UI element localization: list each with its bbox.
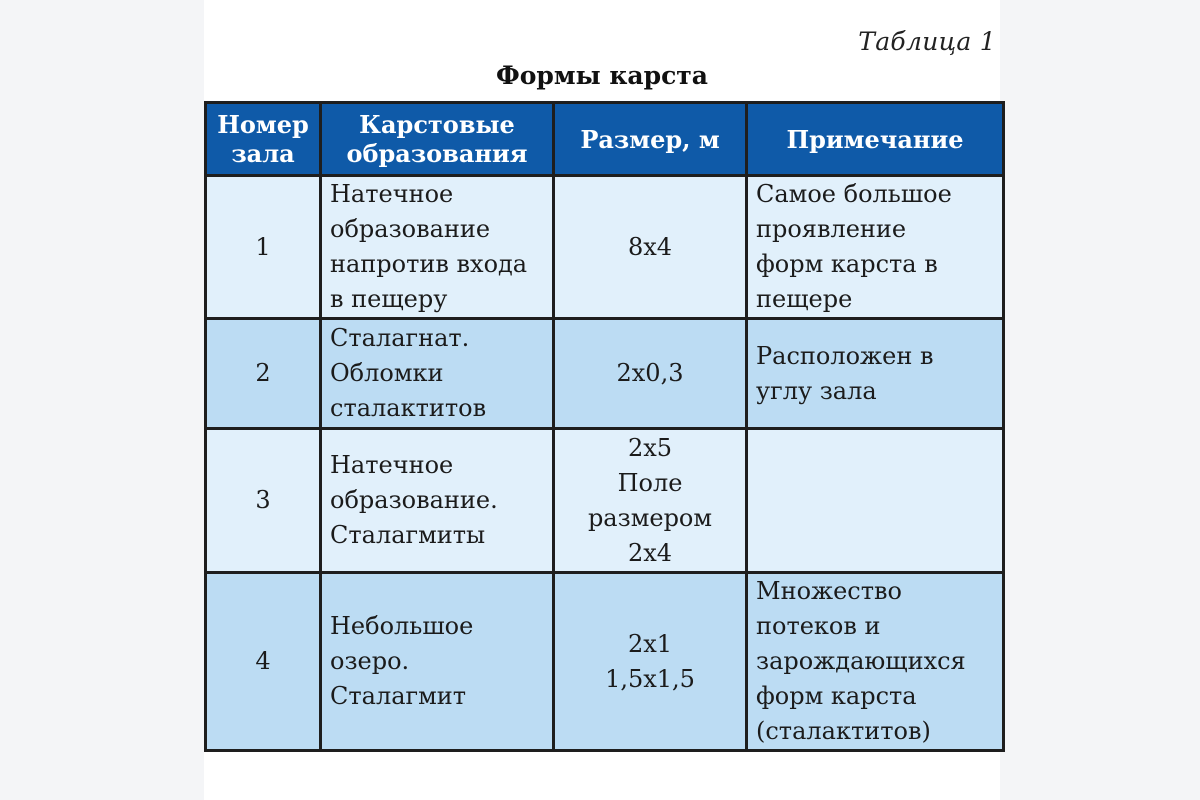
- table-row: [206, 573, 1004, 751]
- header-number-line: Номер: [217, 110, 309, 139]
- cell-line: сталактитов: [330, 394, 487, 422]
- cell-line: Сталагмиты: [330, 521, 486, 549]
- header-note: Примечание: [747, 103, 1004, 176]
- cell-line: образование.: [330, 486, 498, 514]
- cell-note: [747, 176, 1004, 319]
- karst-forms-table: [204, 101, 1005, 752]
- header-formations-line: образования: [346, 139, 528, 168]
- cell-line: форм карста: [756, 682, 917, 710]
- header-size: Размер, м: [554, 103, 747, 176]
- header-number-line: зала: [231, 139, 295, 168]
- cell-size: [554, 429, 747, 573]
- cell-line: потеков и: [756, 612, 881, 640]
- cell-line: напротив входа: [330, 250, 528, 278]
- cell-line: 1,5х1,5: [605, 664, 695, 693]
- cell-number: 1: [206, 176, 321, 319]
- cell-line: Расположен в: [756, 341, 934, 370]
- cell-formations: [321, 176, 554, 319]
- cell-formations: [321, 429, 554, 573]
- cell-line: Множество: [756, 577, 902, 605]
- header-number: [206, 103, 321, 176]
- table-row: [206, 319, 1004, 429]
- cell-note: [747, 573, 1004, 751]
- table-header-row: [206, 103, 1004, 176]
- cell-formations: [321, 319, 554, 429]
- left-margin: [0, 0, 204, 800]
- cell-line: пещере: [756, 285, 853, 313]
- table-title: Формы карста: [496, 61, 708, 90]
- document-page: [204, 0, 1000, 800]
- table-row: [206, 429, 1004, 573]
- header-formations: [321, 103, 554, 176]
- cell-note: [747, 319, 1004, 429]
- cell-number: 3: [206, 429, 321, 573]
- cell-line: 2х0,3: [616, 359, 684, 387]
- cell-line: 8х4: [627, 232, 673, 261]
- cell-formations: [321, 573, 554, 751]
- cell-size: [554, 319, 747, 429]
- cell-line: в пещеру: [330, 285, 448, 313]
- cell-number: 4: [206, 573, 321, 751]
- cell-line: Небольшое: [330, 612, 474, 640]
- cell-line: Натечное: [330, 180, 454, 208]
- cell-line: форм карста в: [756, 250, 938, 278]
- cell-line: озеро.: [330, 647, 410, 675]
- cell-line: Натечное: [330, 451, 454, 479]
- cell-line: 2х4: [627, 538, 673, 567]
- cell-line: 2х5: [627, 433, 673, 462]
- cell-line: размером: [587, 503, 713, 532]
- cell-size: [554, 176, 747, 319]
- cell-line: зарождающихся: [756, 647, 966, 675]
- right-margin: [1000, 0, 1200, 800]
- cell-number: 2: [206, 319, 321, 429]
- cell-line: Поле: [617, 468, 683, 497]
- header-formations-line: Карстовые: [359, 110, 515, 139]
- cell-size: [554, 573, 747, 751]
- cell-line: образование: [330, 215, 491, 243]
- cell-line: Сталагнат.: [330, 324, 470, 352]
- cell-line: углу зала: [756, 376, 877, 405]
- table-label: Таблица 1: [858, 27, 996, 56]
- cell-line: Сталагмит: [330, 682, 467, 710]
- cell-note: [747, 429, 1004, 573]
- cell-line: 2х1: [627, 629, 673, 658]
- cell-line: Обломки: [330, 359, 444, 387]
- cell-line: Самое большое: [756, 180, 952, 208]
- cell-line: (сталактитов): [756, 717, 931, 745]
- table-row: [206, 176, 1004, 319]
- cell-line: проявление: [756, 215, 907, 243]
